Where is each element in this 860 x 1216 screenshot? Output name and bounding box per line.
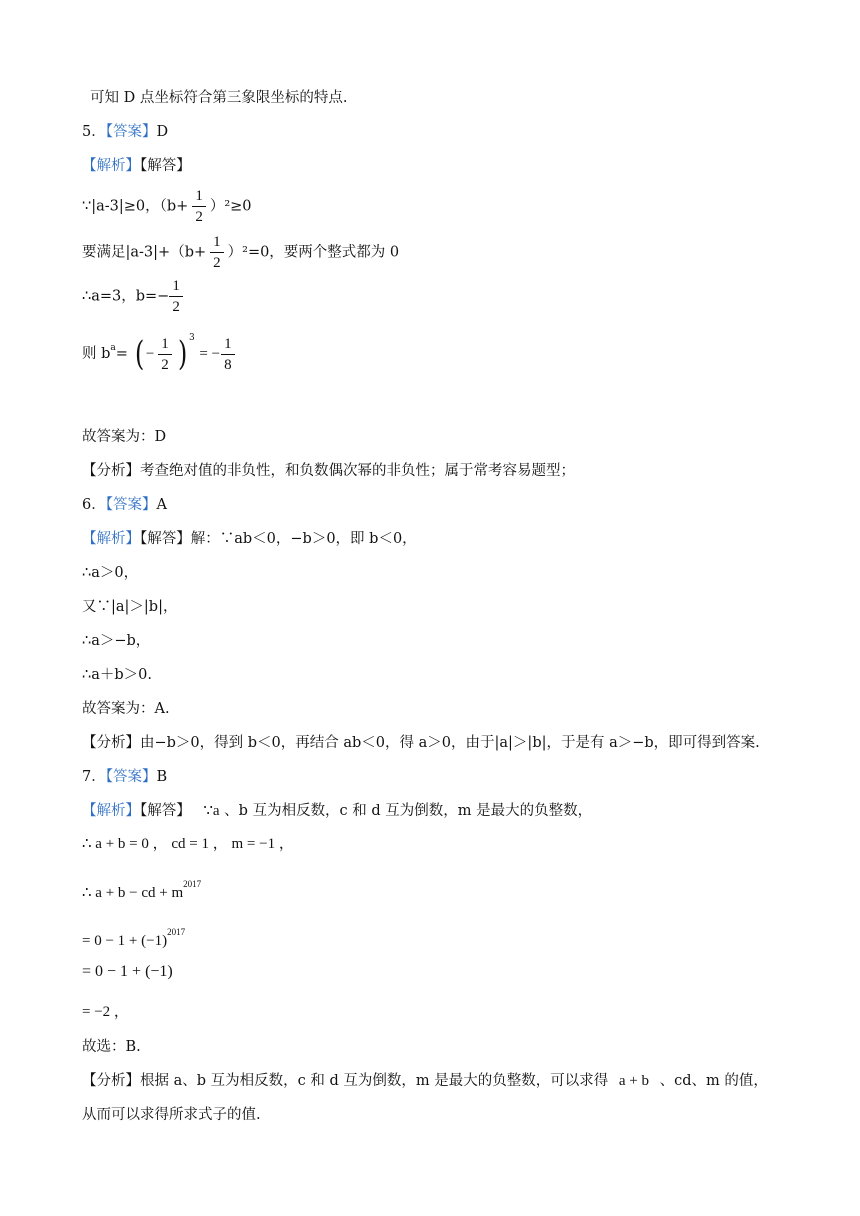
fraction	[210, 232, 224, 273]
fenxi-text: 由−b＞0，得到 b＜0，再结合 ab＜0，得 a＞0，由于|a|＞|b|，于是有 a＞−b，即可得到答案.	[140, 735, 760, 751]
right-paren: )	[177, 334, 188, 374]
q6-step-2: ∴a＞0，	[82, 565, 139, 581]
equals-minus: = −	[199, 346, 221, 362]
step-text: 、b 互为相反数，c 和 d 互为倒数，m 是最大的负整数，	[224, 803, 593, 819]
q7-fenxi-continued: 从而可以求得所求式子的值.	[82, 1107, 261, 1123]
q5-step-2	[82, 232, 399, 273]
step-text: ）²≥0	[209, 198, 252, 215]
denominator: 2	[195, 209, 203, 225]
answer-tag: 【答案】	[105, 124, 157, 140]
answer-value: A	[156, 497, 167, 513]
q7-answer-line	[82, 767, 167, 787]
q5-step-4	[82, 328, 239, 375]
numerator: 1	[192, 186, 206, 207]
minus-sign: −	[145, 346, 155, 362]
numerator: 1	[169, 276, 183, 297]
q5-conclusion: 故答案为：D	[82, 429, 167, 445]
math-expr: ∵a	[203, 803, 220, 819]
exponent: 2017	[167, 927, 186, 937]
question-number: 6．	[82, 497, 106, 513]
q7-step-6: = −2 ，	[82, 1004, 129, 1020]
fenxi-text: 根据 a、b 互为相反数，c 和 d 互为倒数，m 是最大的负整数，可以求得	[140, 1073, 609, 1089]
denominator: 2	[172, 299, 180, 315]
fenxi-tag: 【分析】	[82, 463, 140, 479]
q7-step-1	[82, 801, 592, 821]
step-text: 解：∵ab＜0，−b＞0，即 b＜0，	[190, 531, 417, 547]
q5-step-1	[82, 186, 252, 227]
step-text: ∴a=3，b=−	[82, 288, 170, 305]
analysis-tag: 【解析】	[82, 158, 140, 174]
solution-tag: 【解答】	[140, 531, 191, 547]
step-text: ）²=0，要两个整式都为 0	[227, 244, 400, 261]
q7-fenxi	[82, 1071, 768, 1091]
fraction	[169, 276, 183, 317]
fenxi-tag: 【分析】	[82, 1073, 140, 1089]
math-expr: a + b	[618, 1073, 649, 1089]
q5-analysis-heading	[82, 156, 191, 176]
analysis-tag: 【解析】	[82, 531, 140, 547]
step-text: 要满足|a-3|+（b+	[82, 244, 207, 261]
numerator: 1	[210, 232, 224, 253]
exponent: 2017	[183, 879, 202, 889]
denominator: 2	[161, 356, 169, 373]
answer-value: B	[156, 769, 168, 785]
fraction	[221, 334, 235, 375]
answer-value: D	[156, 124, 169, 140]
answer-tag: 【答案】	[105, 769, 157, 785]
q5-step-3	[82, 276, 187, 317]
denominator: 2	[213, 255, 221, 271]
q6-step-5: ∴a＋b＞0.	[82, 667, 152, 683]
q5-answer-line	[82, 122, 168, 142]
exponent: 3	[189, 333, 195, 343]
q7-step-2: ∴ a + b = 0 ， cd = 1 ， m = −1 ，	[82, 836, 294, 852]
q6-step-1	[82, 529, 417, 549]
analysis-tag: 【解析】	[82, 803, 140, 819]
math-expr: = 0 − 1 + (−1)	[82, 933, 168, 949]
q7-step-5: = 0 − 1 + (−1)	[82, 963, 173, 980]
q7-step-4	[82, 922, 185, 951]
q5-fenxi	[82, 461, 575, 481]
q7-step-3	[82, 874, 201, 903]
q6-conclusion: 故答案为：A.	[82, 701, 170, 717]
solution-tag: 【解答】	[140, 803, 191, 819]
question-number: 7．	[82, 769, 106, 785]
denominator: 8	[224, 356, 232, 373]
numerator: 1	[158, 334, 172, 355]
q6-fenxi	[82, 733, 760, 753]
q6-step-4: ∴a＞−b，	[82, 633, 151, 649]
numerator: 1	[221, 334, 235, 355]
step-text: 则 b	[82, 346, 111, 362]
step-text: =	[115, 346, 128, 362]
q7-conclusion: 故选：B.	[82, 1039, 141, 1055]
text-line: 可知 D 点坐标符合第三象限坐标的特点.	[90, 90, 348, 106]
answer-tag: 【答案】	[105, 497, 157, 513]
q6-step-3: 又∵|a|＞|b|，	[82, 599, 178, 615]
fenxi-text: 考查绝对值的非负性，和负数偶次幂的非负性；属于常考容易题型；	[140, 463, 575, 479]
fraction	[192, 186, 206, 227]
fraction	[158, 334, 172, 375]
left-paren: (	[134, 334, 144, 374]
q6-answer-line	[82, 495, 167, 515]
math-expr: ∴ a + b − cd + m	[82, 885, 184, 901]
fenxi-tag: 【分析】	[82, 735, 140, 751]
solution-tag: 【解答】	[140, 158, 191, 174]
question-number: 5．	[82, 124, 106, 140]
step-text: ∵|a-3|≥0，（b+	[82, 198, 189, 215]
fenxi-text: 、cd、m 的值，	[659, 1073, 768, 1089]
superscript: a	[110, 343, 116, 353]
